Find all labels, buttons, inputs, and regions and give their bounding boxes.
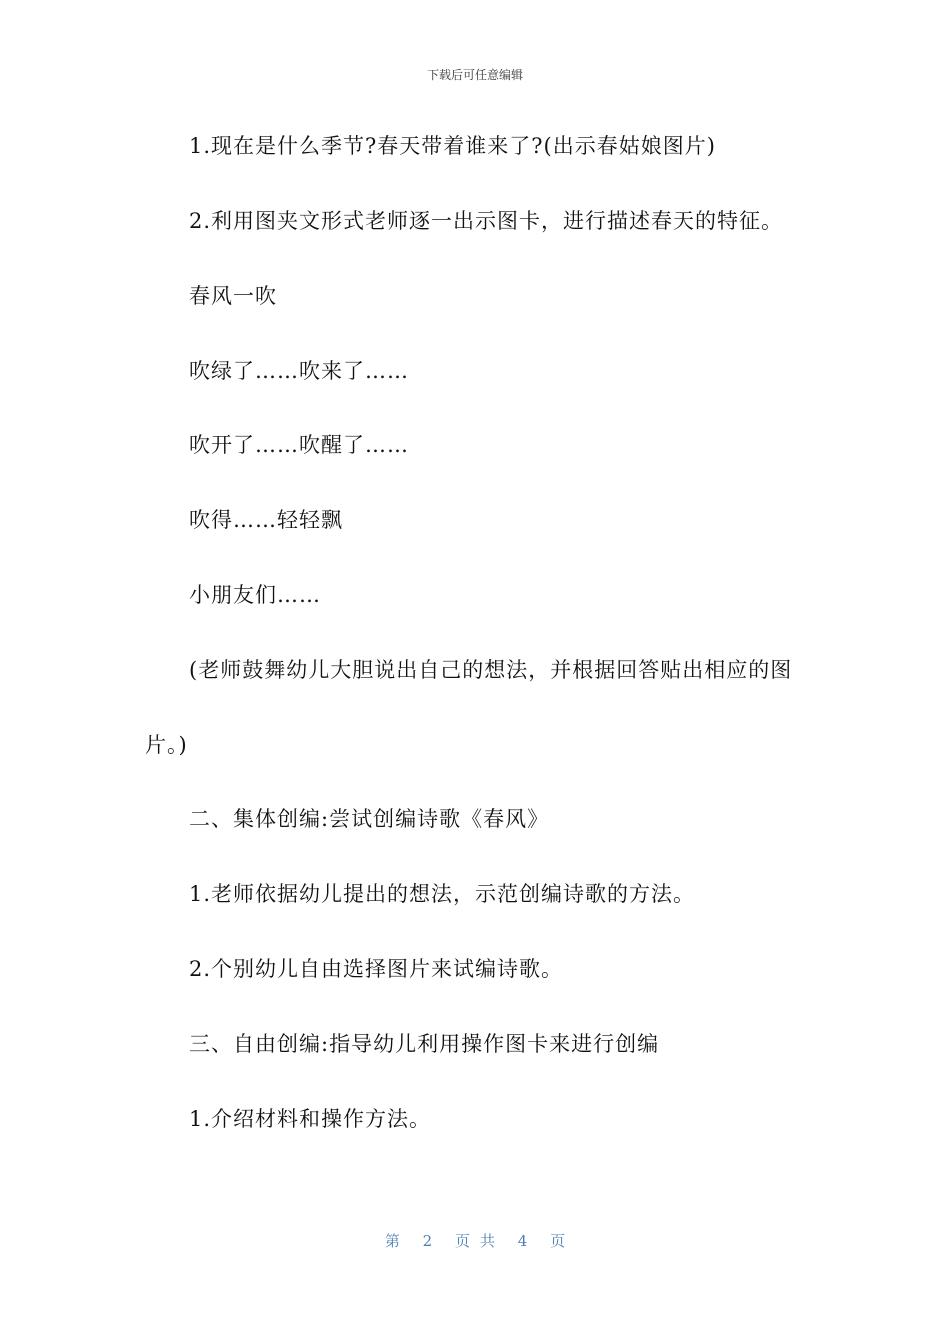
paragraph-line: 2.个别幼儿自由选择图片来试编诗歌。: [189, 957, 564, 981]
paragraph-line: 春风一吹: [189, 284, 277, 308]
paragraph-line: 吹开了……吹醒了……: [189, 433, 409, 457]
page-label-suffix: 页: [550, 1232, 566, 1250]
paragraph-line: 1.介绍材料和操作方法。: [189, 1107, 432, 1131]
paragraph-line: 1.现在是什么季节?春天带着谁来了?(出示春姑娘图片): [189, 134, 716, 158]
page-header: 下载后可任意编辑: [426, 68, 523, 82]
page-footer: [0, 1230, 950, 1251]
paragraph-line: 小朋友们……: [189, 583, 321, 607]
section-heading: 三、自由创编:指导幼儿利用操作图卡来进行创编: [189, 1032, 660, 1056]
total-pages-number: 4: [517, 1232, 528, 1250]
current-page-number: 2: [422, 1232, 433, 1250]
paragraph-line: 2.利用图夹文形式老师逐一出示图卡，进行描述春天的特征。: [189, 209, 784, 233]
page-label-prefix: 第: [384, 1232, 400, 1250]
section-heading: 二、集体创编:尝试创编诗歌《春风》: [189, 807, 550, 831]
paragraph-line: (老师鼓舞幼儿大胆说出自己的想法，并根据回答贴出相应的图: [189, 658, 793, 682]
paragraph-line: 片。): [145, 733, 188, 757]
paragraph-line: 吹绿了……吹来了……: [189, 359, 409, 383]
paragraph-line: 1.老师依据幼儿提出的想法，示范创编诗歌的方法。: [189, 882, 696, 906]
page-label-mid: 页共: [454, 1232, 505, 1250]
paragraph-line: 吹得……轻轻飘: [189, 508, 343, 532]
